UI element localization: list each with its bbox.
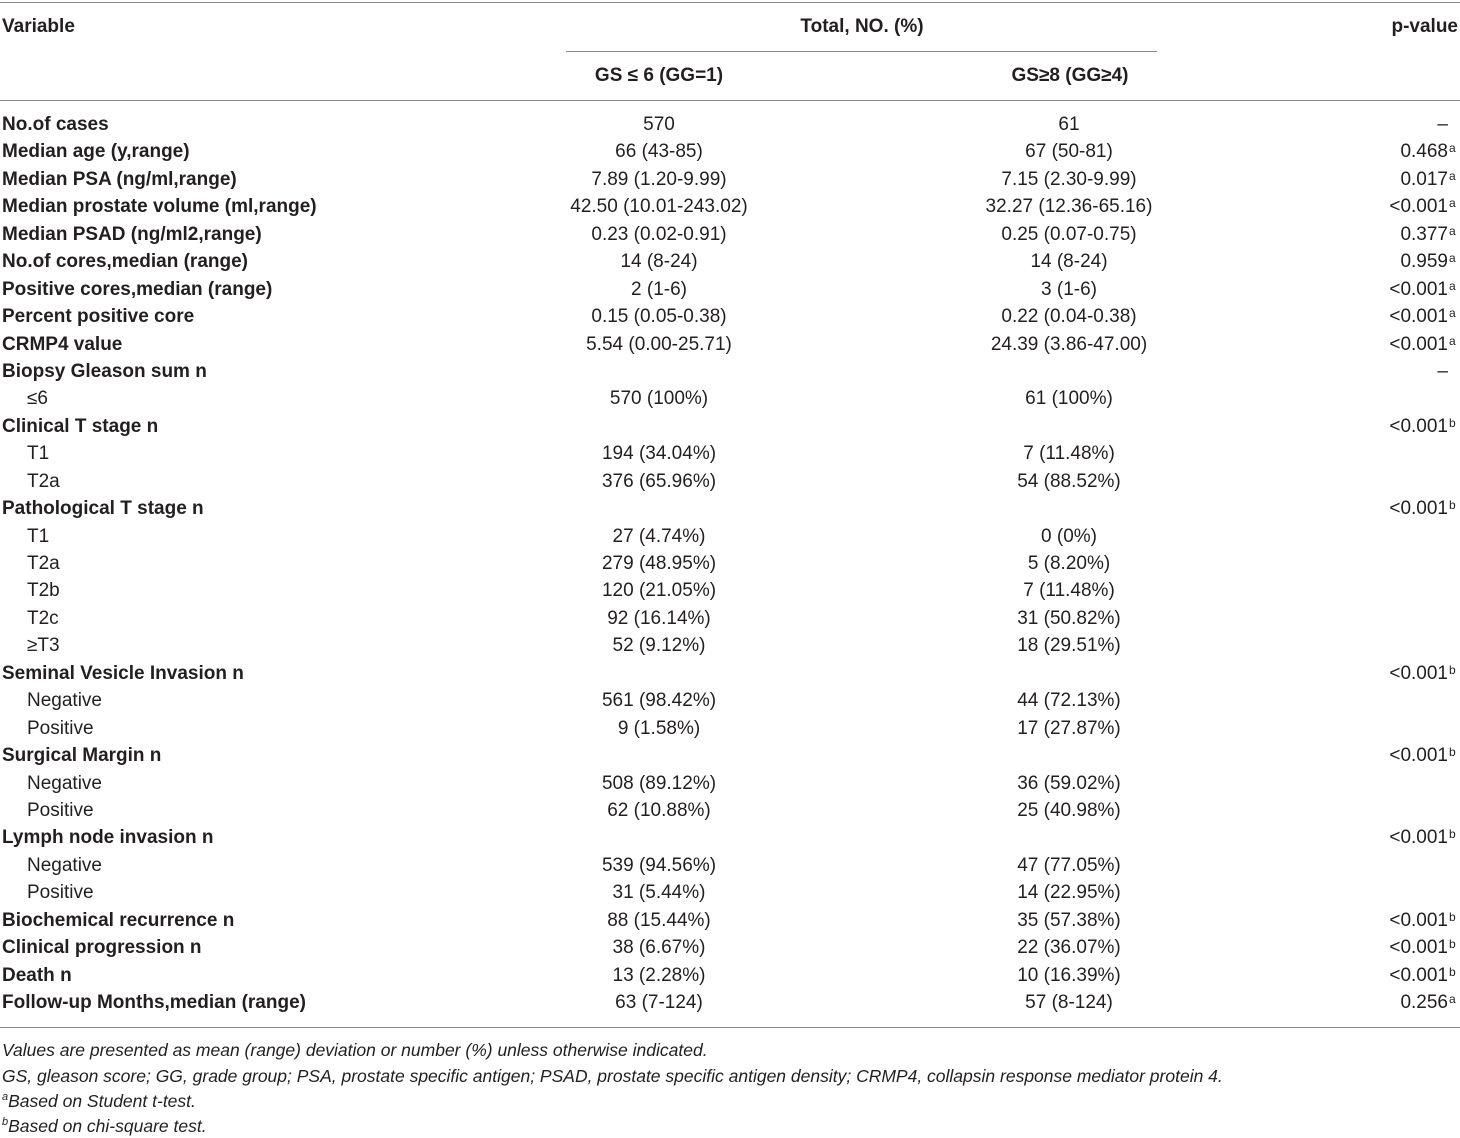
- cell-pvalue: [1400, 168, 1456, 191]
- footnote-a: [2, 1091, 196, 1112]
- table-row: [0, 908, 1460, 935]
- row-label: Negative: [27, 772, 102, 794]
- cell-pvalue: [1389, 745, 1456, 767]
- row-label: No.of cases: [2, 114, 109, 135]
- pvalue-footnote-mark: b: [1449, 827, 1456, 842]
- pvalue-footnote-mark: a: [1449, 992, 1456, 1006]
- cell-pvalue: [1389, 662, 1456, 685]
- pvalue-footnote-mark: a: [1449, 333, 1456, 348]
- cell-group1: 561 (98.42%): [601, 690, 717, 712]
- footnote-a-mark: a: [2, 1091, 9, 1103]
- cell-group1: 120 (21.05%): [601, 580, 717, 602]
- cell-group2: 36 (59.02%): [1017, 772, 1121, 794]
- table-row: [0, 633, 1460, 660]
- cell-group1: 62 (10.88%): [607, 799, 711, 821]
- cell-group2: 54 (88.52%): [1017, 470, 1121, 492]
- row-label: T2a: [27, 553, 60, 574]
- cell-group1: 27 (4.74%): [612, 525, 706, 547]
- cell-group1: 13 (2.28%): [612, 964, 706, 986]
- cell-group2: 35 (57.38%): [1017, 909, 1121, 931]
- table-row: [0, 167, 1460, 194]
- table-row: [0, 935, 1460, 962]
- pvalue-text: –: [1437, 114, 1448, 135]
- table-row: [0, 771, 1460, 798]
- pvalue-text: 0.468: [1400, 141, 1448, 163]
- cell-group2: 22 (36.07%): [1017, 937, 1121, 959]
- cell-pvalue: [1437, 114, 1448, 136]
- table-row: [0, 469, 1460, 496]
- cell-group2: 7.15 (2.30-9.99): [1001, 168, 1137, 190]
- row-label: Lymph node invasion n: [2, 827, 214, 849]
- table-row: [0, 304, 1460, 331]
- cell-pvalue: [1389, 827, 1456, 849]
- table-row: [0, 716, 1460, 743]
- row-label: Percent positive core: [2, 306, 195, 328]
- pvalue-footnote-mark: a: [1449, 223, 1456, 238]
- row-label: Median age (y,range): [2, 141, 190, 163]
- pvalue-text: <0.001: [1389, 333, 1448, 355]
- row-label: Negative: [27, 854, 102, 876]
- cell-group2: 18 (29.51%): [1017, 635, 1121, 657]
- cell-group2: 24.39 (3.86-47.00): [990, 333, 1148, 355]
- table-row: [0, 249, 1460, 276]
- row-label: No.of cores,median (range): [2, 251, 248, 273]
- table-row: [0, 496, 1460, 523]
- pvalue-text: –: [1437, 360, 1448, 382]
- cell-group2: 0.25 (0.07-0.75): [1001, 223, 1137, 245]
- cell-group1: 2 (1-6): [631, 278, 687, 300]
- row-label: Positive: [27, 717, 94, 739]
- table-row: [0, 551, 1460, 578]
- table-body: [0, 112, 1460, 1017]
- cell-group2: 5 (8.20%): [1027, 553, 1111, 574]
- pvalue-text: 0.959: [1400, 251, 1448, 273]
- row-label: Clinical T stage n: [2, 415, 159, 437]
- cell-group2: 0 (0%): [1041, 525, 1097, 547]
- table-row: [0, 222, 1460, 249]
- pvalue-footnote-mark: a: [1449, 196, 1456, 211]
- cell-group2: 57 (8-124): [1025, 992, 1113, 1013]
- table-row: [0, 524, 1460, 551]
- pvalue-footnote-mark: b: [1449, 662, 1456, 677]
- cell-group2: 7 (11.48%): [1023, 580, 1115, 602]
- cell-group1: 63 (7-124): [615, 992, 703, 1013]
- cell-group1: 376 (65.96%): [601, 470, 717, 492]
- row-label: Follow-up Months,median (range): [2, 992, 306, 1013]
- cell-group1: 5.54 (0.00-25.71): [586, 333, 732, 355]
- row-label: ≤6: [27, 388, 48, 410]
- cell-group1: 38 (6.67%): [612, 937, 706, 959]
- pvalue-text: <0.001: [1389, 937, 1448, 959]
- table-row: [0, 880, 1460, 907]
- cell-pvalue: [1400, 251, 1456, 273]
- row-label: Death n: [2, 964, 72, 986]
- cell-group1: 66 (43-85): [615, 141, 703, 163]
- footnote-b-text: Based on chi-square test.: [8, 1116, 207, 1136]
- table-row: [0, 359, 1460, 386]
- cell-group2: 3 (1-6): [1041, 278, 1097, 300]
- cell-group1: 539 (94.56%): [601, 854, 717, 876]
- pvalue-footnote-mark: a: [1449, 251, 1456, 266]
- row-label: Clinical progression n: [2, 937, 202, 959]
- row-label: Positive cores,median (range): [2, 278, 273, 300]
- table-row: [0, 743, 1460, 770]
- table-row: [0, 112, 1460, 139]
- row-label: T1: [27, 443, 50, 465]
- total-subrule: [566, 51, 1157, 52]
- row-label: Pathological T stage n: [2, 498, 204, 520]
- row-label: T2b: [27, 580, 60, 602]
- pvalue-text: <0.001: [1389, 196, 1448, 218]
- cell-group1: 0.15 (0.05-0.38): [591, 306, 727, 328]
- cell-group2: 0.22 (0.04-0.38): [1001, 306, 1137, 328]
- cell-pvalue: [1389, 415, 1456, 438]
- cell-pvalue: [1437, 361, 1448, 383]
- pvalue-footnote-mark: a: [1449, 278, 1456, 293]
- cell-group2: 61: [1058, 114, 1080, 135]
- table-row: [0, 963, 1460, 990]
- table-row: [0, 194, 1460, 221]
- cell-pvalue: [1389, 964, 1456, 987]
- table-row: [0, 277, 1460, 304]
- table-row: [0, 661, 1460, 688]
- top-rule: [0, 2, 1460, 3]
- cell-group1: 31 (5.44%): [612, 882, 706, 904]
- cell-pvalue: [1400, 223, 1456, 246]
- pvalue-text: <0.001: [1389, 306, 1448, 328]
- row-label: Median PSAD (ng/ml2,range): [2, 223, 262, 245]
- cell-group2: 10 (16.39%): [1017, 964, 1121, 986]
- pvalue-footnote-mark: a: [1449, 168, 1456, 183]
- row-label: Biopsy Gleason sum n: [2, 360, 207, 382]
- cell-group1: 92 (16.14%): [607, 607, 711, 629]
- pvalue-footnote-mark: b: [1449, 937, 1456, 952]
- pvalue-footnote-mark: b: [1449, 498, 1456, 513]
- cell-group2: 17 (27.87%): [1017, 717, 1121, 739]
- cell-group1: 508 (89.12%): [601, 772, 717, 794]
- pvalue-footnote-mark: b: [1449, 909, 1456, 924]
- cell-pvalue: [1389, 909, 1456, 932]
- cell-pvalue: [1389, 333, 1456, 356]
- pvalue-text: <0.001: [1389, 745, 1448, 767]
- pvalue-text: 0.256: [1400, 992, 1448, 1013]
- cell-group1: 570 (100%): [609, 388, 709, 410]
- cell-pvalue: [1389, 278, 1456, 301]
- header-pvalue: p-value: [1391, 16, 1458, 37]
- footnote-a-text: Based on Student t-test.: [8, 1091, 196, 1111]
- header-group2: GS≥8 (GG≥4): [1011, 65, 1129, 86]
- pvalue-footnote-mark: b: [1449, 964, 1456, 979]
- footnote-abbreviations: GS, gleason score; GG, grade group; PSA, prostate specific antigen; PSAD, prostate specific antigen density; CRMP4, collapsin response mediator protein 4.: [2, 1066, 1223, 1086]
- row-label: ≥T3: [27, 635, 60, 657]
- cell-group2: 14 (8-24): [1030, 251, 1108, 273]
- row-label: Negative: [27, 690, 102, 712]
- table-row: [0, 139, 1460, 166]
- row-label: Positive: [27, 882, 94, 904]
- header-rule: [0, 100, 1460, 101]
- table-row: [0, 441, 1460, 468]
- cell-group2: 32.27 (12.36-65.16): [985, 196, 1153, 218]
- cell-group2: 61 (100%): [1025, 388, 1113, 410]
- pvalue-text: 0.017: [1400, 168, 1448, 190]
- cell-group2: 47 (77.05%): [1017, 854, 1121, 876]
- pvalue-footnote-mark: a: [1449, 306, 1456, 321]
- pvalue-footnote-mark: b: [1449, 415, 1456, 430]
- pvalue-footnote-mark: b: [1449, 745, 1456, 760]
- header-variable: Variable: [2, 16, 75, 37]
- row-label: T2c: [27, 607, 59, 629]
- cell-group1: 88 (15.44%): [607, 909, 711, 931]
- table-row: [0, 578, 1460, 605]
- cell-group1: 570: [643, 114, 675, 135]
- cell-group2: 25 (40.98%): [1017, 799, 1121, 821]
- table-row: [0, 606, 1460, 633]
- table-row: [0, 853, 1460, 880]
- row-label: Positive: [27, 799, 94, 821]
- cell-pvalue: [1400, 992, 1456, 1014]
- cell-group2: 31 (50.82%): [1017, 607, 1121, 629]
- table-row: [0, 332, 1460, 359]
- row-label: Surgical Margin n: [2, 745, 162, 767]
- footnote-b-mark: b: [2, 1116, 9, 1128]
- pvalue-footnote-mark: a: [1449, 141, 1456, 156]
- cell-group1: 279 (48.95%): [601, 553, 717, 574]
- cell-pvalue: [1389, 306, 1456, 328]
- pvalue-text: <0.001: [1389, 278, 1448, 300]
- cell-group1: 0.23 (0.02-0.91): [591, 223, 727, 245]
- cell-pvalue: [1389, 196, 1456, 218]
- cell-group1: 7.89 (1.20-9.99): [591, 168, 727, 190]
- table-row: [0, 688, 1460, 715]
- pvalue-text: <0.001: [1389, 498, 1448, 520]
- row-label: Seminal Vesicle Invasion n: [2, 662, 244, 684]
- pvalue-text: <0.001: [1389, 827, 1448, 849]
- pvalue-text: <0.001: [1389, 909, 1448, 931]
- cell-group2: 7 (11.48%): [1023, 443, 1115, 465]
- row-label: T2a: [27, 470, 60, 492]
- cell-pvalue: [1389, 498, 1456, 520]
- table-row: [0, 414, 1460, 441]
- row-label: Median prostate volume (ml,range): [2, 196, 317, 218]
- table-row: [0, 990, 1460, 1017]
- row-label: Median PSA (ng/ml,range): [2, 168, 237, 190]
- table-row: [0, 798, 1460, 825]
- pvalue-text: <0.001: [1389, 662, 1448, 684]
- cell-group2: 44 (72.13%): [1017, 690, 1121, 712]
- cell-pvalue: [1389, 937, 1456, 959]
- cell-group1: 14 (8-24): [620, 251, 698, 273]
- cell-group2: 14 (22.95%): [1017, 882, 1121, 904]
- row-label: CRMP4 value: [2, 333, 123, 355]
- pvalue-text: <0.001: [1389, 964, 1448, 986]
- pvalue-text: 0.377: [1400, 223, 1448, 245]
- row-label: T1: [27, 525, 50, 547]
- table-row: [0, 825, 1460, 852]
- footnote-values: Values are presented as mean (range) deviation or number (%) unless otherwise indicated.: [2, 1040, 708, 1060]
- table-row: [0, 386, 1460, 413]
- cell-group1: 42.50 (10.01-243.02): [570, 196, 748, 218]
- header-group1: GS ≤ 6 (GG=1): [594, 65, 724, 86]
- pvalue-text: <0.001: [1389, 415, 1448, 437]
- cell-group2: 67 (50-81): [1025, 141, 1113, 163]
- row-label: Biochemical recurrence n: [2, 909, 235, 931]
- footnote-b: [2, 1116, 207, 1137]
- cell-group1: 9 (1.58%): [617, 717, 701, 739]
- cell-pvalue: [1400, 141, 1456, 163]
- cell-group1: 194 (34.04%): [601, 443, 717, 465]
- header-total: Total, NO. (%): [800, 16, 924, 37]
- bottom-rule: [0, 1027, 1460, 1028]
- cell-group1: 52 (9.12%): [612, 635, 706, 657]
